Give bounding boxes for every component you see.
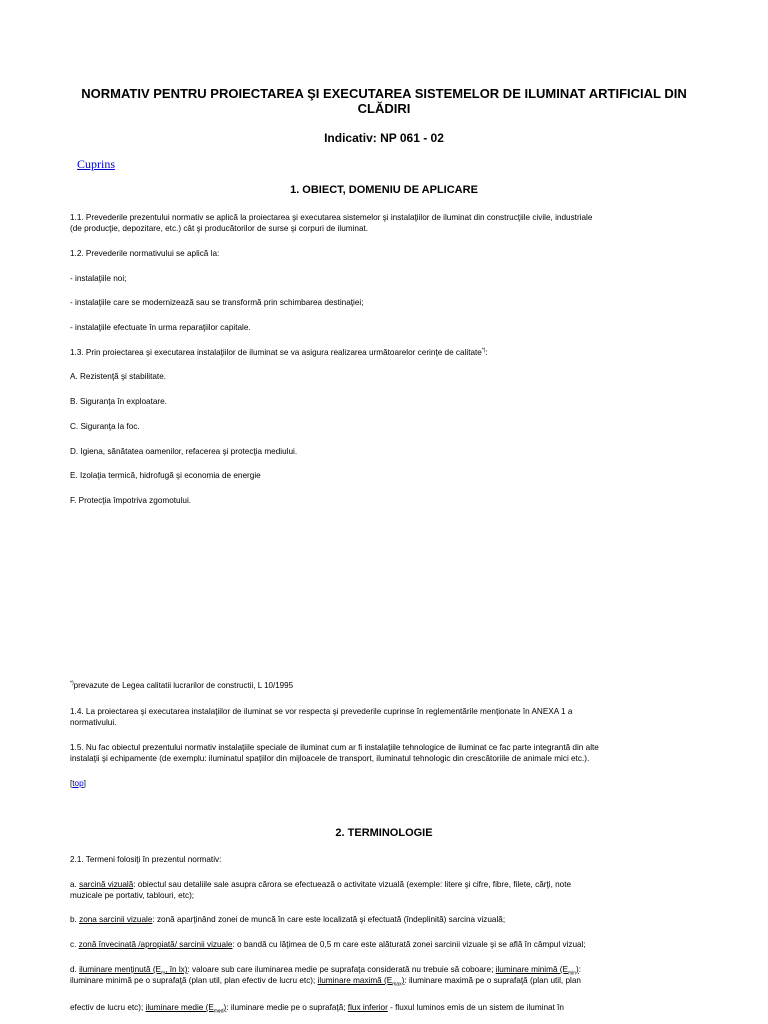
definition-c-term: zonă învecinată /apropiată/ sarcinii vizuale <box>78 940 233 949</box>
definition-d-line-2: iluminare minimă pe o suprafaţă (plan util, plan efectiv de lucru etc); <box>70 976 318 985</box>
definition-d-text-2: : <box>578 965 582 974</box>
list-item-repairs: - instalaţiile efectuate în urma reparaţiilor capitale. <box>70 323 251 332</box>
requirement-c: C. Siguranţa la foc. <box>70 422 140 431</box>
definition-b-prefix: b. <box>70 915 80 924</box>
paragraph-1-4-line-1: 1.4. La proiectarea şi executarea instalaţiilor de iluminat se vor respecta şi prevederile cuprinse în reglementările menţionate în ANEXA 1 a <box>70 707 573 716</box>
toc-link[interactable]: Cuprins <box>77 157 116 171</box>
paragraph-1-5-line-2: instalaţii şi echipamente (de exemplu: iluminatul spaţiilor din mijloacele de transport, iluminatul tehnologic din crescătoriile de animale mici etc.). <box>70 754 590 763</box>
definition-b-term: zona sarcinii vizuale <box>79 915 153 924</box>
section-1-heading: 1. OBIECT, DOMENIU DE APLICARE <box>290 184 478 196</box>
definition-d-line-3: efectiv de lucru etc); <box>70 1003 146 1012</box>
definition-d-term-3: iluminare maximă $(E_{max})$ <box>317 976 405 988</box>
paragraph-2-1: 2.1. Termeni folosiţi în prezentul normativ: <box>70 855 222 864</box>
paragraph-1-3-colon: : <box>485 348 488 357</box>
definition-d-text-5: - fluxul luminos emis de un sistem de iluminat în <box>387 1003 564 1012</box>
definition-a <box>70 879 710 901</box>
definition-b-text: : zonă aparţinând zonei de muncă în care este localizată şi efectuată (îndeplinită) sarcina vizuală; <box>152 915 506 924</box>
definition-c-text: : o bandă cu lăţimea de 0,5 m care este alăturată zonei sarcinii vizuale şi se află în câmpul vizual; <box>232 940 586 949</box>
top-bracket-open: [ <box>70 779 73 788</box>
paragraph-1-5-line-1: 1.5. Nu fac obiectul prezentului normativ instalaţiile speciale de iluminat cum ar fi instalaţiile tehnologice de iluminat ce fac parte integrantă din alte <box>70 743 599 752</box>
title-line-1: NORMATIV PENTRU PROIECTAREA ŞI EXECUTAREA SISTEMELOR DE ILUMINAT ARTIFICIAL DIN <box>81 86 687 101</box>
list-item-modernized: - instalaţiile care se modernizează sau se transformă prin schimbarea destinaţiei; <box>70 298 364 307</box>
requirement-b: B. Siguranţa în exploatare. <box>70 397 167 406</box>
definition-d-term-2: iluminare minimă $(E_{min})$ <box>495 965 579 977</box>
requirement-f: F. Protecţia împotriva zgomotului. <box>70 496 192 505</box>
paragraph-1-4-line-2: normativului. <box>70 718 117 727</box>
footnote-marker: *) <box>481 347 486 354</box>
indicativ-label: Indicativ: NP 061 - 02 <box>324 131 444 145</box>
definition-d-text-3: : iluminare maximă pe o suprafaţă (plan util, plan <box>404 976 581 985</box>
top-link[interactable]: top <box>72 779 84 788</box>
title-line-2: CLĂDIRI <box>357 101 411 116</box>
paragraph-1-1 <box>70 212 710 234</box>
paragraph-1-5 <box>70 742 710 764</box>
paragraph-1-3-text: 1.3. Prin proiectarea şi executarea instalaţiilor de iluminat se va asigura realizarea următoarelor cerinţe de calitate <box>70 348 482 357</box>
paragraph-1-2: 1.2. Prevederile normativului se aplică la: <box>70 249 220 258</box>
definition-d-term-5: flux inferior <box>347 1003 388 1012</box>
section-2-heading: 2. TERMINOLOGIE <box>335 827 433 839</box>
definition-b <box>70 914 710 925</box>
top-bracket-close: ] <box>83 779 86 788</box>
footnote-text: prevazute de Legea calitatii lucrarilor de constructii, L 10/1995 <box>73 681 294 690</box>
definition-d-continued <box>70 1002 710 1013</box>
paragraph-1-1-line-2: (de producţie, depozitare, etc.) cât şi producătorilor de surse şi corpuri de iluminat. <box>70 224 369 233</box>
top-link-wrapper <box>70 778 710 789</box>
paragraph-1-4 <box>70 706 710 728</box>
definition-d-text-1: : valoare sub care iluminarea medie pe suprafaţa considerată nu trebuie să coboare; <box>187 965 496 974</box>
definition-d <box>70 964 710 986</box>
list-item-new: - instalaţiile noi; <box>70 274 127 283</box>
definition-a-text: : obiectul sau detaliile sale asupra cărora se efectuează o activitate vizuală (exemple: litere şi cifre, fibre, filete, cărţi, note <box>133 880 572 889</box>
definition-d-prefix: d. <box>70 965 80 974</box>
definition-a-term: sarcină vizuală <box>79 880 134 889</box>
definition-d-term-1: iluminare menţinută ($E_m$, în lx) <box>79 965 188 977</box>
definition-c <box>70 939 710 950</box>
requirement-d: D. Igiena, sănătatea oamenilor, refacerea şi protecţia mediului. <box>70 447 298 456</box>
definition-d-text-4: : iluminare medie pe o suprafaţă; <box>226 1003 348 1012</box>
footnote <box>70 681 293 690</box>
definition-c-prefix: c. <box>70 940 79 949</box>
page-title <box>60 86 708 116</box>
definition-a-prefix: a. <box>70 880 80 889</box>
requirement-e: E. Izolaţia termică, hidrofugă şi economia de energie <box>70 471 261 480</box>
definition-a-text-2: muzicale pe portativ, tablouri, etc); <box>70 891 195 900</box>
definition-d-term-4: iluminare medie $(E_{med})$ <box>145 1003 227 1015</box>
paragraph-1-3 <box>70 347 710 358</box>
requirement-a: A. Rezistenţă şi stabilitate. <box>70 372 167 381</box>
footnote-sup: *) <box>70 680 74 687</box>
paragraph-1-1-line-1: 1.1. Prevederile prezentului normativ se aplică la proiectarea şi executarea sistemelor şi instalaţiilor de iluminat din construcţiile civile, industriale <box>70 213 593 222</box>
